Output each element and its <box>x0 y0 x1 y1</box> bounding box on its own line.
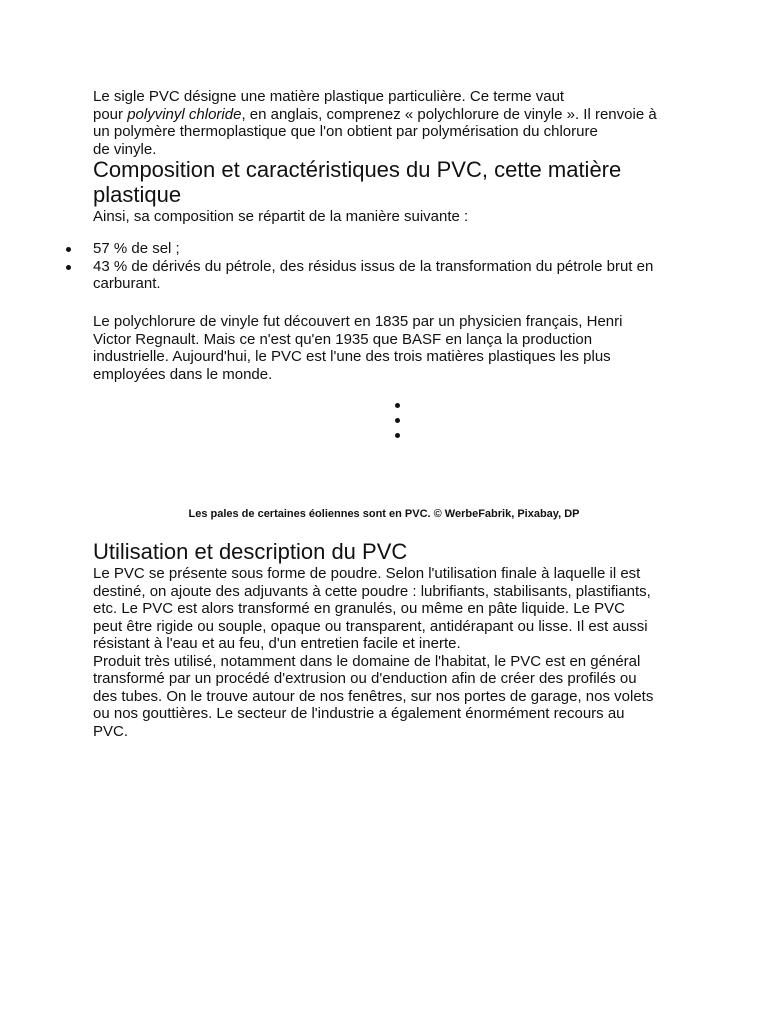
composition-list <box>0 240 653 293</box>
bullet-icon <box>66 247 71 252</box>
dot-icon <box>395 418 400 423</box>
list-item: 57 % de sel ; <box>0 240 653 258</box>
dot-icon <box>395 403 400 408</box>
image-caption: Les pales de certaines éoliennes sont en PVC. © WerbeFabrik, Pixabay, DP <box>188 508 580 520</box>
utilisation-paragraph: Le PVC se présente sous forme de poudre. Selon l'utilisation finale à laquelle il est destiné, on ajoute des adjuvants à cette poudre : lubrifiants, stabilisants, plastifiants, etc. Le PVC est alors transformé en granulés, ou même en pâte liquide. Le PVC peut être rigide ou souple, opaque ou transparent, antidérapant ou lisse. Il est aussi résistant à l'eau et au feu, d'un entretien facile et inerte. Produit très utilisé, notamment dans le domaine de l'habitat, le PVC est en général transformé par un procédé d'extrusion ou d'enduction afin de créer des profilés ou des tubes. On le trouve autour de nos fenêtres, sur nos portes de garage, nos volets ou nos gouttières. Le secteur de l'industrie a également énormément recours au PVC. <box>93 565 654 740</box>
list-item: 43 % de dérivés du pétrole, des résidus issus de la transformation du pétrole brut en carburant. <box>0 258 653 293</box>
intro-line: Le sigle PVC désigne une matière plastique particulière. Ce terme vaut <box>93 88 565 105</box>
section-heading-composition: Composition et caractéristiques du PVC, cette matière plastique <box>93 157 622 207</box>
bullet-icon <box>66 265 71 270</box>
intro-paragraph <box>93 88 657 158</box>
history-paragraph: Le polychlorure de vinyle fut découvert en 1835 par un physicien français, Henri Victor Regnault. Mais ce n'est qu'en 1935 que BASF en lança la production industrielle. Aujourd'hui, le PVC est l'une des trois matières plastiques les plus employées dans le monde. <box>93 313 623 383</box>
dot-icon <box>395 433 400 438</box>
intro-italic-term: polyvinyl chloride <box>127 105 242 123</box>
carousel-dots <box>395 403 400 448</box>
intro-line: , en anglais, comprenez « polychlorure de vinyle ». Il renvoie à <box>241 105 657 123</box>
intro-line: pour <box>93 105 128 123</box>
composition-lead: Ainsi, sa composition se répartit de la manière suivante : <box>93 208 469 225</box>
intro-line: de vinyle. <box>93 140 157 158</box>
section-heading-utilisation: Utilisation et description du PVC <box>93 539 408 564</box>
intro-line: un polymère thermoplastique que l'on obtient par polymérisation du chlorure <box>93 123 598 140</box>
